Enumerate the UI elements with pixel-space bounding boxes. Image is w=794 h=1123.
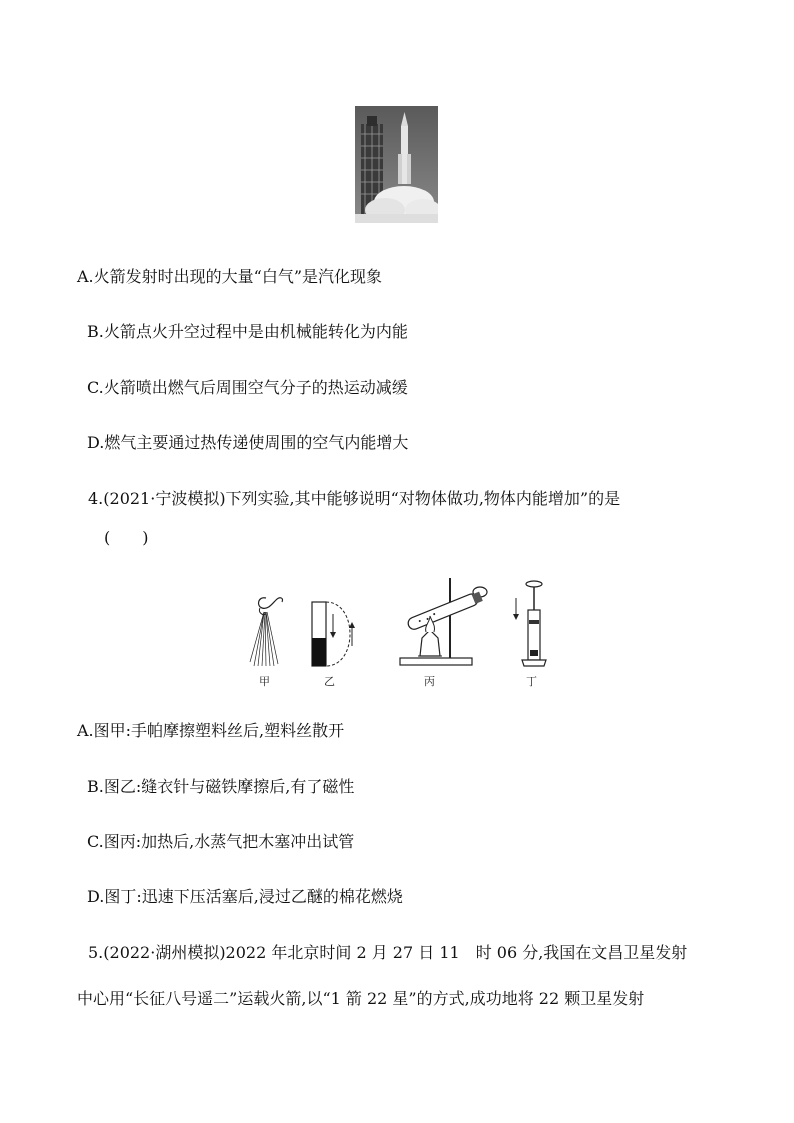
caption-ding: 丁: [526, 675, 537, 688]
figure-jia: [246, 592, 288, 668]
caption-yi: 乙: [324, 675, 335, 688]
figure-ding: [510, 580, 550, 670]
q4-stem: 4.(2021·宁波模拟)下列实验,其中能够说明“对物体做功,物体内能增加”的是: [88, 489, 621, 508]
q3-option-a: A.火箭发射时出现的大量“白气”是汽化现象: [77, 267, 383, 286]
q3-option-d: D.燃气主要通过热传递使周围的空气内能增大: [87, 433, 409, 452]
rocket-launch-photo: [355, 106, 438, 223]
q4-option-c: C.图丙:加热后,水蒸气把木塞冲出试管: [87, 832, 355, 851]
q4-option-b: B.图乙:缝衣针与磁铁摩擦后,有了磁性: [87, 777, 355, 796]
q4-answer-bracket: ( ): [104, 528, 149, 547]
q3-option-c: C.火箭喷出燃气后周围空气分子的热运动减缓: [87, 378, 408, 397]
q5-stem-line1: 5.(2022·湖州模拟)2022 年北京时间 2 月 27 日 11 时 06 分,我国在文昌卫星发射: [88, 943, 688, 962]
caption-bing: 丙: [424, 675, 435, 688]
q4-option-a: A.图甲:手帕摩擦塑料丝后,塑料丝散开: [77, 721, 345, 740]
q4-option-d: D.图丁:迅速下压活塞后,浸过乙醚的棉花燃烧: [87, 887, 403, 906]
figure-bing: [392, 576, 496, 670]
caption-jia: 甲: [259, 675, 270, 688]
figure-yi: [306, 600, 360, 668]
q3-option-b: B.火箭点火升空过程中是由机械能转化为内能: [87, 322, 408, 341]
q5-stem-line2: 中心用“长征八号遥二”运载火箭,以“1 箭 22 星”的方式,成功地将 22 颗卫星发射: [77, 989, 645, 1008]
